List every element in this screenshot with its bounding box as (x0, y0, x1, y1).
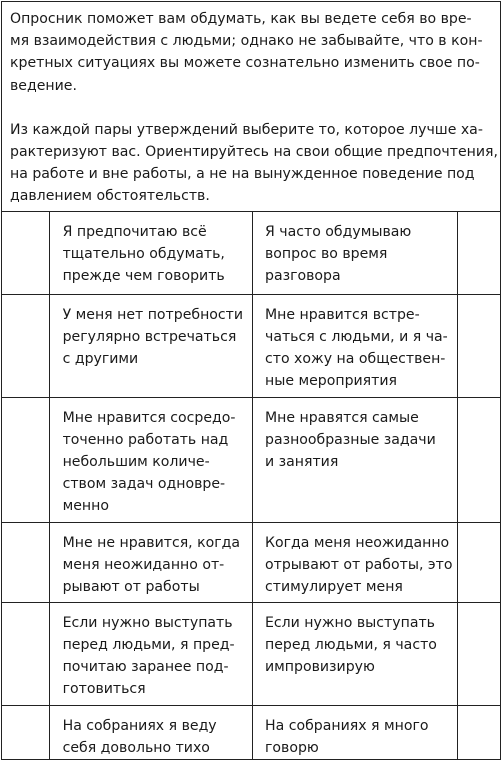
statement-b (253, 602, 458, 705)
statement-a (49, 294, 252, 397)
statement-line: У меня нет потребности (62, 306, 244, 323)
statement-line: себя довольно тихо (62, 739, 210, 756)
intro-line: кретных ситуациях вы можете сознательно изменить свое по- (10, 55, 480, 72)
statement-line: Я часто обдумываю (265, 224, 412, 240)
statement-line: говорю (265, 739, 319, 756)
statement-b (253, 294, 458, 397)
statement-line: Мне нравится сосредо- (62, 409, 236, 426)
table-row (2, 294, 500, 397)
statement-line: Я предпочитаю всё (62, 224, 207, 240)
statement-b (253, 522, 458, 602)
statement-line: ные мероприятия (265, 373, 398, 390)
statement-line: разнообразные задачи (265, 431, 436, 448)
statement-line: готовиться (62, 681, 146, 698)
statement-line: Если нужно выступать (62, 614, 233, 631)
choice-box-b[interactable] (458, 397, 500, 522)
intro-line: на работе и вне работы, а не на вынужденное поведение под (10, 166, 475, 183)
statement-line: регулярно встречаться (62, 328, 237, 345)
choice-box-b[interactable] (458, 294, 500, 397)
statement-a (49, 212, 252, 294)
table-row (2, 705, 500, 759)
statement-line: разговора (265, 268, 341, 285)
statement-line: Когда меня неожиданно (265, 534, 450, 551)
statement-line: перед людьми, я пред- (62, 636, 235, 653)
statement-line: рывают от работы (62, 578, 200, 595)
intro-line: мя взаимодействия с людьми; однако не забывайте, что в кон- (10, 33, 483, 50)
intro-line: ведение. (10, 77, 77, 94)
statement-line: сто хожу на обществен- (265, 350, 446, 367)
choice-box-b[interactable] (458, 705, 500, 759)
choice-box-b[interactable] (458, 522, 500, 602)
statement-a (49, 705, 252, 759)
statement-a (49, 602, 252, 705)
intro-line: Из каждой пары утверждений выберите то, которое лучше ха- (10, 121, 483, 138)
intro-line: давлением обстоятельств. (10, 188, 210, 205)
statement-line: Если нужно выступать (265, 614, 435, 631)
statement-line: стимулирует меня (265, 578, 403, 595)
statement-line: импровизирую (265, 658, 375, 675)
table-row (2, 522, 500, 602)
statement-line: почитаю заранее под- (62, 658, 229, 675)
statement-line: перед людьми, я часто (265, 636, 437, 653)
statement-line: На собраниях я много (265, 717, 429, 734)
statement-line: вопрос во время (265, 246, 388, 263)
statement-line: ством задач одновре- (62, 476, 226, 493)
statement-line: прежде чем говорить (62, 268, 225, 285)
choice-box-a[interactable] (2, 397, 49, 522)
statement-line: Мне нравится встре- (265, 306, 420, 323)
table-row (2, 397, 500, 522)
choice-box-a[interactable] (2, 522, 49, 602)
statement-line: менно (62, 498, 109, 515)
table-row (2, 212, 500, 294)
statement-a (49, 397, 252, 522)
choice-box-b[interactable] (458, 212, 500, 294)
statement-line: отрывают от работы, это (265, 556, 453, 573)
instructions (2, 2, 500, 212)
statement-line: с другими (62, 350, 139, 367)
choice-box-a[interactable] (2, 602, 49, 705)
statement-line: На собраниях я веду (62, 717, 217, 734)
statement-line: меня неожиданно от- (62, 556, 225, 573)
questionnaire-sheet (1, 1, 501, 760)
statement-a (49, 522, 252, 602)
intro-paragraph-2 (10, 119, 498, 208)
statement-b (253, 705, 458, 759)
statement-pairs-table (2, 212, 500, 759)
choice-box-a[interactable] (2, 294, 49, 397)
statement-line: Мне нравятся самые (265, 409, 419, 426)
table-row (2, 602, 500, 705)
intro-paragraph-1 (10, 8, 494, 97)
intro-line: Опросник поможет вам обдумать, как вы ведете себя во вре- (10, 11, 472, 27)
statement-line: точенно работать над (62, 431, 229, 448)
choice-box-a[interactable] (2, 705, 49, 759)
statement-line: и занятия (265, 453, 339, 470)
statement-line: Мне не нравится, когда (62, 534, 241, 551)
statement-b (253, 212, 458, 294)
intro-line: рактеризуют вас. Ориентируйтесь на свои общие предпочтения, (10, 144, 498, 161)
statement-line: чаться с людьми, и я ча- (265, 328, 448, 345)
statement-line: небольшим количе- (62, 453, 210, 470)
statement-line: тщательно обдумать, (62, 246, 225, 263)
choice-box-b[interactable] (458, 602, 500, 705)
statement-b (253, 397, 458, 522)
choice-box-a[interactable] (2, 212, 49, 294)
